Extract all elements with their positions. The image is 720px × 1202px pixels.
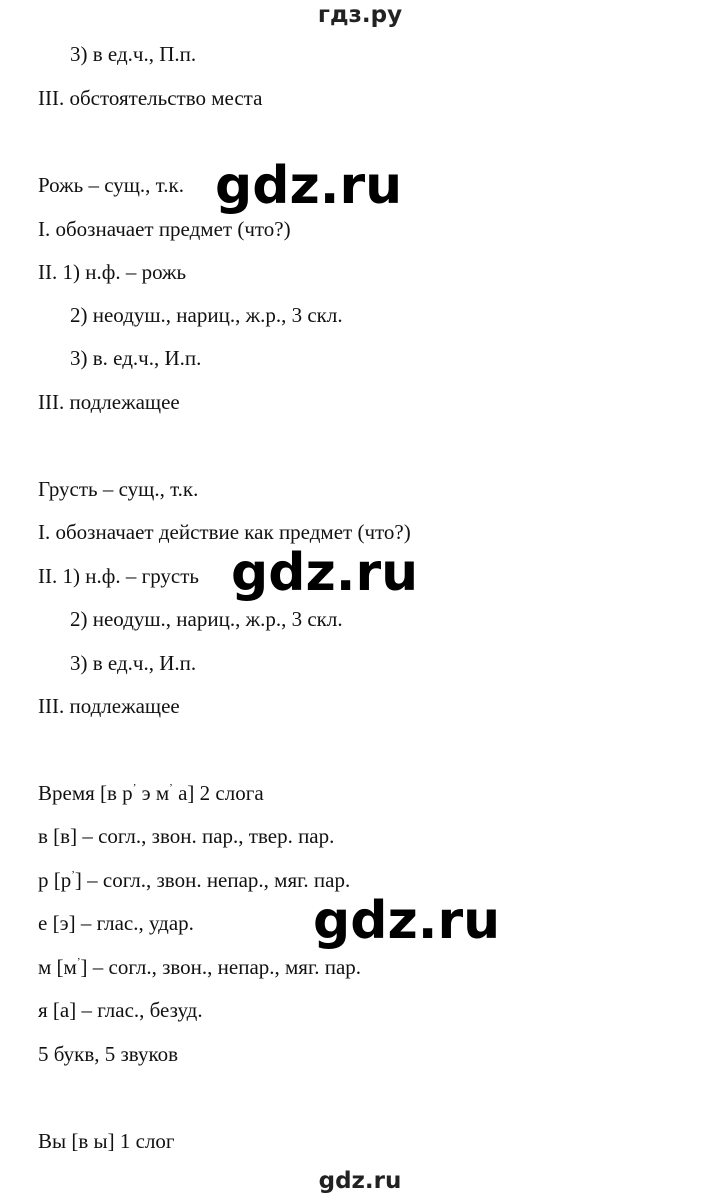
text-line: Грусть – сущ., т.к. [38,477,199,501]
text-line: I. обозначает действие как предмет (что?) [38,520,411,544]
text-line: III. подлежащее [38,390,180,414]
soft-mark: ʼ [132,782,137,794]
text-line: 2) неодуш., нариц., ж.р., 3 скл. [70,607,343,631]
text-line [38,954,361,980]
soft-mark: ʼ [169,782,173,794]
text-line: 3) в ед.ч., И.п. [70,651,197,675]
text-line [38,780,264,806]
watermark: gdz.ru [231,543,419,603]
text-line [38,867,350,893]
text-line: Рожь – сущ., т.к. [38,173,184,197]
text-line: I. обозначает предмет (что?) [38,217,291,241]
text-segment: э м [136,781,170,805]
text-line: Вы [в ы] 1 слог [38,1129,175,1153]
text-line: II. 1) н.ф. – грусть [38,564,199,588]
text-line: 3) в. ед.ч., И.п. [70,346,202,370]
text-segment: м [м [38,955,77,979]
text-line: я [а] – глас., безуд. [38,998,203,1022]
text-line: е [э] – глас., удар. [38,911,194,935]
text-line: 3) в ед.ч., П.п. [70,42,197,66]
text-line: 2) неодуш., нариц., ж.р., 3 скл. [70,303,343,327]
text-line: в [в] – согл., звон. пар., твер. пар. [38,824,335,848]
text-segment: ] – согл., звон. непар., мяг. пар. [74,868,351,892]
text-segment: Время [в р [38,781,133,805]
text-segment: а] 2 слога [172,781,264,805]
soft-mark: ʼ [71,869,75,881]
site-footer: gdz.ru [318,1168,402,1194]
text-line: II. 1) н.ф. – рожь [38,260,187,284]
watermark: gdz.ru [313,891,501,951]
site-header: гдз.ру [317,2,403,28]
text-segment: р [р [38,868,72,892]
text-line: 5 букв, 5 звуков [38,1042,179,1066]
text-segment: ] – согл., звон., непар., мяг. пар. [80,955,362,979]
watermark: gdz.ru [215,156,403,216]
soft-mark: ʼ [76,956,81,968]
text-line: III. подлежащее [38,694,180,718]
text-line: III. обстоятельство места [38,86,263,110]
